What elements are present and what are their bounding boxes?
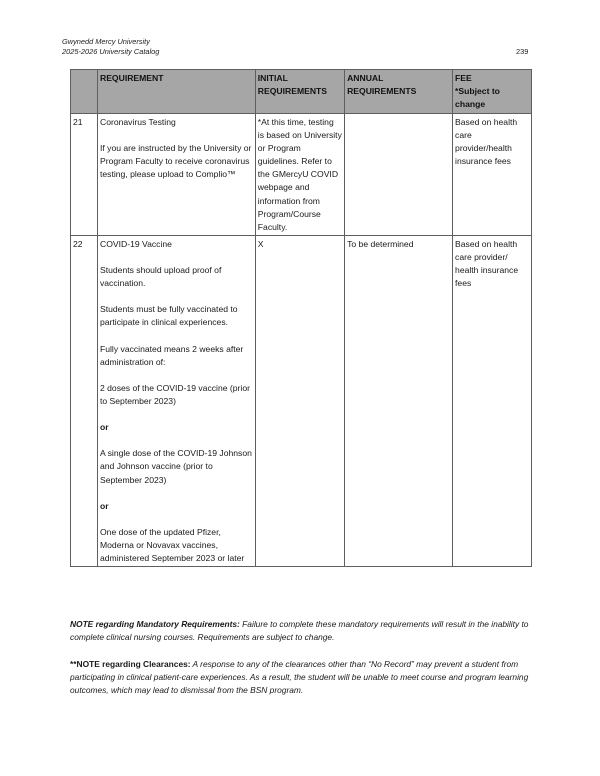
- requirement-paragraph: Students must be fully vaccinated to participate in clinical experiences.: [99, 304, 238, 328]
- note-text: Failure to complete these mandatory requirements will result in the inability to complete clinical nursing courses. Requirements are subject to change.: [70, 619, 529, 643]
- header-fee-note: *Subject to change: [455, 86, 500, 110]
- row-number: 22: [71, 235, 98, 566]
- requirement-paragraph: Fully vaccinated means 2 weeks after administration of:: [99, 343, 244, 367]
- header-initial-requirements: INITIAL REQUIREMENTS: [255, 70, 344, 114]
- note-clearances: [70, 658, 540, 698]
- requirement-paragraph: 2 doses of the COVID-19 vaccine (prior to September 2023): [99, 382, 250, 406]
- requirement-paragraph: Students should upload proof of vaccination.: [99, 265, 222, 289]
- annual-requirement-cell: To be determined: [345, 235, 453, 566]
- fee-cell: Based on health care provider/ health insurance fees: [453, 235, 532, 566]
- initial-requirement-cell: X: [255, 235, 344, 566]
- header-fee-label: FEE: [455, 73, 472, 83]
- catalog-title: 2025-2026 University Catalog: [62, 47, 160, 56]
- note-text: A response to any of the clearances other than “No Record” may prevent a student from participating in clinical patient-care experiences. As a result, the student will be unable to meet course and program learning outcomes, which may lead to dismissal from the BSN program.: [70, 658, 529, 696]
- requirement-paragraph: One dose of the updated Pfizer, Moderna or Novavax vaccines, administered September 2023 or later: [99, 526, 245, 564]
- requirement-title: Coronavirus Testing: [99, 117, 176, 127]
- header-requirement: REQUIREMENT: [97, 70, 255, 114]
- initial-requirement-cell: *At this time, testing is based on University or Program guidelines. Refer to the GMercyU COVID webpage and information from Program/Course Faculty.: [255, 114, 344, 236]
- table-row: [71, 235, 532, 566]
- header-number: [71, 70, 98, 114]
- requirement-paragraph: A single dose of the COVID-19 Johnson and Johnson vaccine (prior to September 2023): [99, 448, 252, 485]
- table-row: [71, 114, 532, 236]
- institution-name: Gwynedd Mercy University: [62, 37, 150, 46]
- header-annual-requirements: ANNUAL REQUIREMENTS: [345, 70, 453, 114]
- page-number: 239: [516, 47, 529, 56]
- requirement-cell: [97, 235, 255, 566]
- requirement-cell: [97, 114, 255, 236]
- note-label: **NOTE regarding Clearances:: [70, 658, 191, 669]
- header-fee: [453, 70, 532, 114]
- table-header-row: [71, 70, 532, 114]
- requirement-paragraph: If you are instructed by the University or Program Faculty to receive coronavirus testing, please upload to Complio™: [99, 143, 252, 180]
- or-separator: or: [99, 422, 109, 433]
- row-number: 21: [71, 114, 98, 236]
- note-label: NOTE regarding Mandatory Requirements:: [70, 619, 240, 629]
- page-header: [62, 37, 159, 57]
- requirement-title: COVID-19 Vaccine: [99, 238, 172, 249]
- fee-cell: Based on health care provider/health insurance fees: [453, 114, 532, 236]
- notes-section: [70, 618, 540, 711]
- or-separator: or: [99, 500, 109, 511]
- requirements-table: [70, 69, 532, 567]
- annual-requirement-cell: [345, 114, 453, 236]
- note-mandatory-requirements: [70, 618, 540, 645]
